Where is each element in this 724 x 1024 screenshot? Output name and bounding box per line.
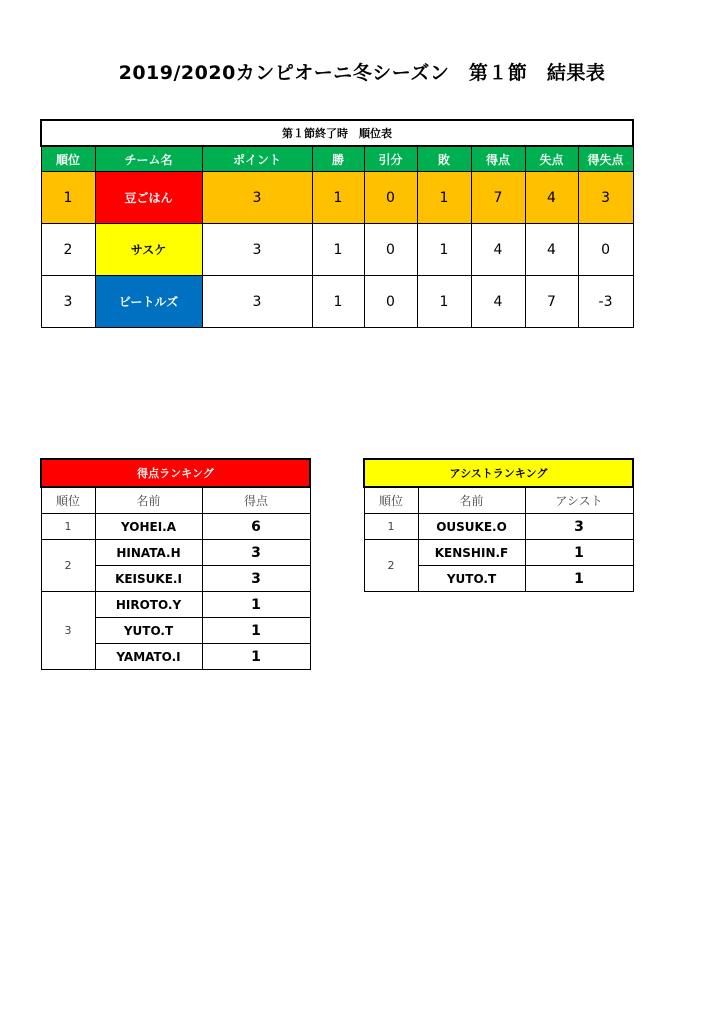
player-name-cell: HIROTO.Y — [95, 592, 202, 618]
header-lost: 敗 — [417, 146, 471, 172]
player-name-cell: KENSHIN.F — [418, 540, 525, 566]
header-goals-for: 得点 — [471, 146, 525, 172]
header-goals: 得点 — [202, 487, 310, 514]
header-goal-difference: 得失点 — [578, 146, 633, 172]
team-name-cell: 豆ごはん — [95, 172, 202, 224]
draw-cell: 0 — [364, 172, 417, 224]
rank-cell: 1 — [41, 172, 95, 224]
header-draw: 引分 — [364, 146, 417, 172]
standings-caption: 第１節終了時 順位表 — [41, 120, 633, 146]
header-name: 名前 — [95, 487, 202, 514]
rank-cell: 1 — [41, 514, 95, 540]
standings-row — [41, 224, 633, 276]
goals-against-cell: 4 — [525, 172, 578, 224]
goal-difference-cell: 3 — [578, 172, 633, 224]
points-cell: 3 — [202, 276, 312, 328]
page-title: 2019/2020カンピオーニ冬シーズン 第１節 結果表 — [118, 62, 606, 84]
header-rank: 順位 — [41, 487, 95, 514]
player-name-cell: HINATA.H — [95, 540, 202, 566]
goal-difference-cell: 0 — [578, 224, 633, 276]
goals-cell: 1 — [202, 644, 310, 670]
assists-ranking-caption: アシストランキング — [364, 459, 633, 487]
standings-row — [41, 276, 633, 328]
assists-cell: 1 — [525, 540, 633, 566]
assists-cell: 1 — [525, 566, 633, 592]
table-row — [41, 514, 310, 540]
header-rank: 順位 — [364, 487, 418, 514]
table-row — [41, 540, 310, 566]
rank-cell: 3 — [41, 276, 95, 328]
goals-for-cell: 7 — [471, 172, 525, 224]
draw-cell: 0 — [364, 276, 417, 328]
player-name-cell: YUTO.T — [418, 566, 525, 592]
team-name-cell: サスケ — [95, 224, 202, 276]
team-name-cell: ビートルズ — [95, 276, 202, 328]
goals-cell: 3 — [202, 566, 310, 592]
assists-ranking-table — [363, 458, 634, 592]
rank-cell: 2 — [41, 224, 95, 276]
points-cell: 3 — [202, 224, 312, 276]
header-rank: 順位 — [41, 146, 95, 172]
standings-row — [41, 172, 633, 224]
header-team: チーム名 — [95, 146, 202, 172]
assists-cell: 3 — [525, 514, 633, 540]
table-row — [41, 592, 310, 618]
won-cell: 1 — [312, 224, 364, 276]
standings-table — [40, 119, 634, 328]
rank-cell: 2 — [41, 540, 95, 592]
draw-cell: 0 — [364, 224, 417, 276]
lost-cell: 1 — [417, 276, 471, 328]
player-name-cell: YAMATO.I — [95, 644, 202, 670]
rank-cell: 2 — [364, 540, 418, 592]
player-name-cell: YUTO.T — [95, 618, 202, 644]
goals-cell: 1 — [202, 592, 310, 618]
scorers-ranking-caption: 得点ランキング — [41, 459, 310, 487]
goals-cell: 1 — [202, 618, 310, 644]
won-cell: 1 — [312, 276, 364, 328]
table-row — [364, 540, 633, 566]
table-row — [364, 514, 633, 540]
goals-cell: 6 — [202, 514, 310, 540]
player-name-cell: YOHEI.A — [95, 514, 202, 540]
scorers-ranking-table — [40, 458, 311, 670]
goal-difference-cell: -3 — [578, 276, 633, 328]
goals-against-cell: 7 — [525, 276, 578, 328]
player-name-cell: OUSUKE.O — [418, 514, 525, 540]
lost-cell: 1 — [417, 224, 471, 276]
goals-for-cell: 4 — [471, 224, 525, 276]
goals-cell: 3 — [202, 540, 310, 566]
goals-against-cell: 4 — [525, 224, 578, 276]
points-cell: 3 — [202, 172, 312, 224]
rank-cell: 1 — [364, 514, 418, 540]
header-name: 名前 — [418, 487, 525, 514]
lost-cell: 1 — [417, 172, 471, 224]
header-goals-against: 失点 — [525, 146, 578, 172]
player-name-cell: KEISUKE.I — [95, 566, 202, 592]
header-points: ポイント — [202, 146, 312, 172]
goals-for-cell: 4 — [471, 276, 525, 328]
header-won: 勝 — [312, 146, 364, 172]
rank-cell: 3 — [41, 592, 95, 670]
header-assists: アシスト — [525, 487, 633, 514]
won-cell: 1 — [312, 172, 364, 224]
